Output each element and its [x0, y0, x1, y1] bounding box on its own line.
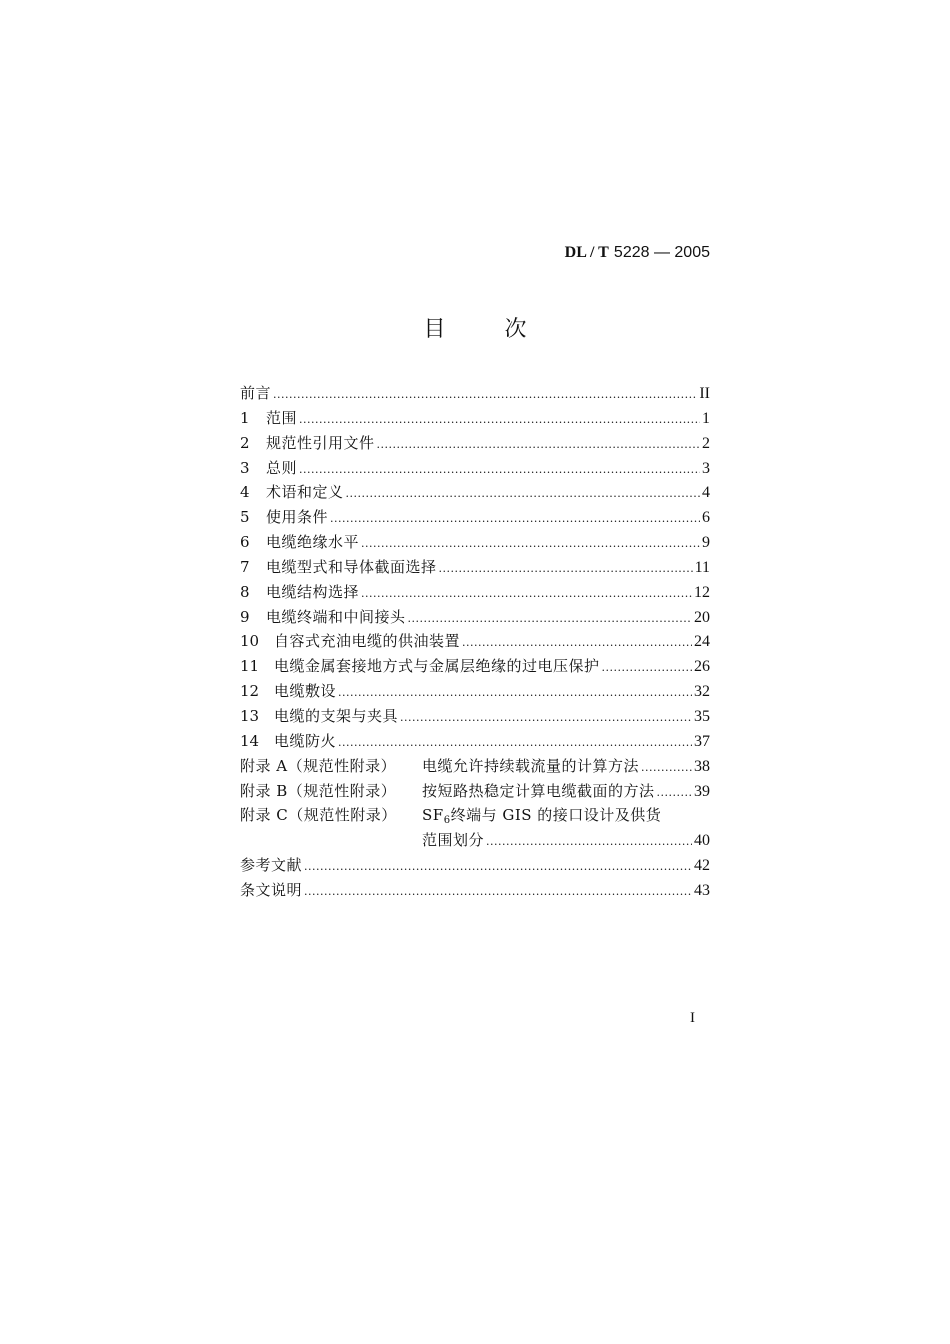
- toc-entry-foreword[interactable]: [240, 381, 710, 406]
- toc-number: 7: [240, 557, 250, 576]
- toc-leader: [299, 458, 700, 483]
- toc-number: 14: [240, 731, 260, 750]
- toc-label: 电缆终端和中间接头: [266, 607, 406, 626]
- toc-page: 6: [702, 509, 710, 527]
- toc-entry[interactable]: [240, 654, 710, 679]
- toc-page: 40: [694, 832, 710, 850]
- toc-label: 电缆允许持续载流量的计算方法: [422, 756, 640, 775]
- toc-entry[interactable]: [240, 406, 710, 431]
- toc-number: 11: [240, 657, 260, 676]
- toc-label-prefix: SF: [422, 806, 444, 825]
- toc-label: 范围: [266, 408, 298, 427]
- toc-entry-appendix-c[interactable]: [240, 803, 710, 828]
- standard-code: [565, 242, 710, 263]
- toc-leader: [304, 855, 692, 880]
- toc-number: 6: [240, 533, 250, 552]
- toc-label: 参考文献: [240, 856, 303, 875]
- toc-label: 电缆绝缘水平: [266, 533, 360, 552]
- toc-leader: [400, 706, 692, 731]
- toc-leader: [486, 830, 692, 855]
- toc-label-subscript: 6: [443, 815, 451, 827]
- toc-page: 37: [694, 732, 710, 750]
- toc-entry[interactable]: [240, 605, 710, 630]
- toc-page: 2: [702, 434, 710, 452]
- toc-entry[interactable]: [240, 480, 710, 505]
- toc-number: 9: [240, 607, 250, 626]
- toc-page: 42: [694, 857, 710, 875]
- toc-label: 条文说明: [240, 880, 303, 899]
- toc-label: 电缆的支架与夹具: [274, 706, 399, 725]
- toc-number: 10: [240, 632, 260, 651]
- toc-entry-appendix-a[interactable]: [240, 754, 710, 779]
- toc-page: 39: [694, 782, 710, 800]
- toc-leader: [338, 681, 692, 706]
- toc-leader: [361, 582, 692, 607]
- toc-page: 24: [694, 633, 710, 651]
- toc-page: 9: [702, 534, 710, 552]
- toc-page: 32: [694, 683, 710, 701]
- toc-page: 11: [694, 558, 710, 576]
- toc-entry[interactable]: [240, 729, 710, 754]
- toc-entry[interactable]: [240, 629, 710, 654]
- toc-number: 2: [240, 433, 250, 452]
- toc-leader: [641, 756, 692, 781]
- toc-label: 电缆金属套接地方式与金属层绝缘的过电压保护: [274, 657, 600, 676]
- toc-entry[interactable]: [240, 555, 710, 580]
- toc-page: 12: [694, 583, 710, 601]
- toc-page: 3: [702, 459, 710, 477]
- appendix-tag: 附录 A（规范性附录）: [240, 756, 397, 775]
- toc-number: 5: [240, 508, 250, 527]
- toc-leader: [361, 532, 700, 557]
- toc-number: 8: [240, 582, 250, 601]
- toc-leader: [273, 383, 697, 408]
- toc-label: 电缆防火: [274, 731, 337, 750]
- toc-entry-explanation[interactable]: [240, 878, 710, 903]
- standard-prefix: DL / T: [564, 244, 609, 261]
- appendix-tag: 附录 B（规范性附录）: [240, 781, 397, 800]
- toc-number: 13: [240, 706, 260, 725]
- toc-number: 4: [240, 483, 250, 502]
- toc-label: 电缆结构选择: [266, 582, 360, 601]
- toc-label: 按短路热稳定计算电缆截面的方法: [422, 781, 655, 800]
- toc-leader: [462, 631, 692, 656]
- toc-leader: [657, 781, 692, 806]
- toc-entry[interactable]: [240, 580, 710, 605]
- toc-entry[interactable]: [240, 530, 710, 555]
- toc-entry[interactable]: [240, 456, 710, 481]
- toc-label: 前言: [240, 384, 272, 402]
- toc-label: 电缆型式和导体截面选择: [266, 557, 437, 576]
- toc-leader: [299, 408, 700, 433]
- toc-leader: [304, 880, 692, 905]
- toc-label: 使用条件: [266, 508, 329, 527]
- toc-leader: [346, 482, 700, 507]
- toc-page: 20: [694, 608, 710, 626]
- toc-page: 38: [694, 757, 710, 775]
- toc-entry-appendix-b[interactable]: [240, 779, 710, 804]
- page-title: 目 次: [423, 317, 553, 342]
- page-folio: I: [690, 1010, 695, 1026]
- standard-number: 5228 — 2005: [613, 244, 710, 261]
- toc-label: 电缆敷设: [274, 682, 337, 701]
- appendix-tag: 附录 C（规范性附录）: [240, 806, 397, 825]
- toc-entry-appendix-c-continued[interactable]: [240, 828, 710, 853]
- toc-page: 26: [694, 658, 710, 676]
- toc-entry-references[interactable]: [240, 853, 710, 878]
- toc-label: 自容式充油电缆的供油装置: [274, 632, 461, 651]
- toc-leader: [330, 507, 700, 532]
- toc-entry[interactable]: [240, 505, 710, 530]
- toc-leader: [338, 731, 692, 756]
- toc-entry[interactable]: [240, 679, 710, 704]
- toc-label: 术语和定义: [266, 483, 344, 502]
- toc-label: 总则: [266, 458, 298, 477]
- toc-label: 范围划分: [422, 831, 485, 850]
- toc-page: 4: [702, 484, 710, 502]
- table-of-contents: [240, 381, 710, 903]
- toc-entry[interactable]: [240, 704, 710, 729]
- toc-page: II: [699, 385, 710, 402]
- toc-number: 1: [240, 408, 250, 427]
- toc-number: 12: [240, 682, 260, 701]
- toc-label-rest: 终端与 GIS 的接口设计及供货: [450, 806, 662, 825]
- toc-label: 规范性引用文件: [266, 433, 375, 452]
- toc-page: 35: [694, 707, 710, 725]
- toc-leader: [602, 656, 692, 681]
- toc-number: 3: [240, 458, 250, 477]
- toc-entry[interactable]: [240, 431, 710, 456]
- toc-page: 43: [694, 881, 710, 899]
- toc-leader: [439, 557, 693, 582]
- toc-leader: [377, 433, 700, 458]
- toc-leader: [408, 607, 692, 632]
- toc-page: 1: [702, 409, 710, 427]
